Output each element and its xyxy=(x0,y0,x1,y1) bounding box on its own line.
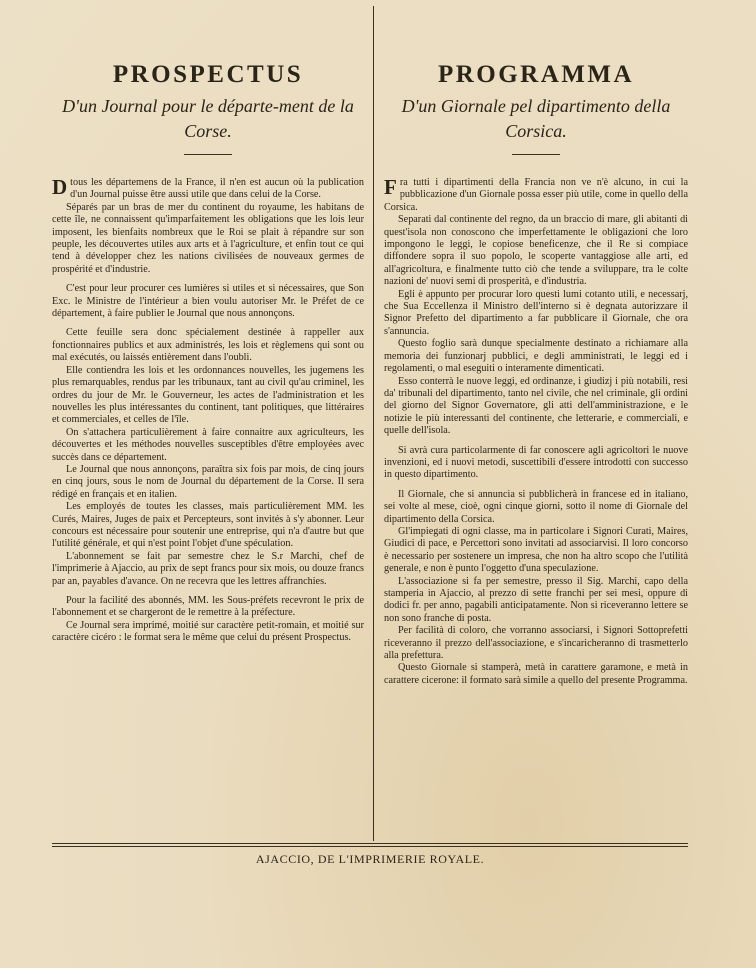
paragraph xyxy=(384,489,688,526)
paragraph xyxy=(52,595,364,620)
footer-rule xyxy=(52,846,688,847)
paragraph xyxy=(52,202,364,276)
paragraph-text: Per facilità di coloro, che vorranno associarsi, i Signori Sottoprefetti riceveranno il prezzo dell'associazione, e s'incaricheranno di trasmetterlo alla prefettura. xyxy=(384,625,688,662)
paragraph-text: Questo foglio sarà dunque specialmente destinato a richiamare alla memoria dei funzionarj pubblici, e degli amministrati, le leggi ed i regolamenti, o mal eseguiti o interamente dimenticati. xyxy=(384,338,688,375)
imprint-footer: AJACCIO, DE L'IMPRIMERIE ROYALE. xyxy=(255,852,485,866)
column-french xyxy=(52,58,364,645)
paragraph-text: Le Journal que nous annonçons, paraîtra six fois par mois, de cinq jours en cinq jours, sous le nom de Journal du département de la Corse. Il sera rédigé en français et en italien. xyxy=(52,463,364,500)
paragraph xyxy=(384,662,688,687)
paragraph-text: Pour la facilité des abonnés, MM. les Sous-préfets recevront le prix de l'abonnement et se chargeront de le remettre à la préfecture. xyxy=(52,595,364,619)
paragraph-text: Cette feuille sera donc spécialement destinée à rappeller aux fonctionnaires publics et aux administrés, les lois et règlemens qui sont ou mal exécutés, ou laissés entièrement dans l'oubli. xyxy=(52,327,364,364)
column-divider xyxy=(373,6,374,841)
drop-cap: F xyxy=(384,175,397,199)
title-rule xyxy=(512,154,560,155)
drop-cap: D xyxy=(52,175,68,199)
paragraph-text: Separati dal continente del regno, da un braccio di mare, gli abitanti di quest'isola non conoscono che imperfettamente le obligazioni che loro impongono le leggi, le copiose beneficenze, che il Re si compiace diffondere sopra il suo popolo, le scoperte vantaggiose alle arti, ed all'agricoltura, e finalmente tutto ciò che tende a sviluppare, tra le colte nazioni de' nuovi semi di prosperità, e d'industria. xyxy=(384,214,688,288)
paragraph xyxy=(52,551,364,588)
paragraph-text: Si avrà cura particolarmente di far conoscere agli agricoltori le nuove invenzioni, ed i nuovi metodi, suscettibili d'essere introdotti con successo in questo dipartimento. xyxy=(384,444,688,481)
paragraph-text: Esso conterrà le nuove leggi, ed ordinanze, i giudizj i più notabili, resi da' tribunali del dipartimento, tanto nel civile, che nel criminale, gli ordini del giorno del Signor Governatore, gli atti dell'amministrazione, e le notizie le più interessanti del continente, che letterarie, e commerciali, e quelle dell'isola. xyxy=(384,375,688,437)
paragraph-text: Il Giornale, che si annuncia si pubblicherà in francese ed in italiano, sei volte al mese, cioè, ogni cinque giorni, sotto il nome di Giornale del dipartimento della Corsica. xyxy=(384,488,688,525)
column-italian xyxy=(384,58,688,687)
paragraph-text: tous les départemens de la France, il n'en est aucun où la publication d'un Journal puisse être aussi utile que dans celui de la Corse. xyxy=(70,177,364,201)
paragraph-text: Elle contiendra les lois et les ordonnances nouvelles, les jugemens les plus remarquables, rendus par les tribunaux, tant au civil qu'au criminel, les ordres du jour de Mr. le Gouverneur, les actes de l'administration et les nouvelles les plus intéressantes du continent, tant politiques, que littéraires et commerciales, et celles de l'île. xyxy=(52,364,364,426)
paragraph xyxy=(52,501,364,551)
body-italian xyxy=(384,177,688,687)
paragraph xyxy=(384,376,688,438)
paragraph xyxy=(384,289,688,339)
paragraph xyxy=(52,327,364,364)
paragraph xyxy=(384,526,688,576)
paragraph xyxy=(384,445,688,482)
paragraph xyxy=(52,464,364,501)
title-rule xyxy=(184,154,232,155)
paragraph-text: Gl'impiegati di ogni classe, ma in particolare i Signori Curati, Maires, Giudici di pace, e Percettori sono invitati ad associarvisi. Il loro concorso è necessario per sostenere un impresa, che non ha altro scopo che l'utilità generale, e non è punto l'oggetto d'una speculazione. xyxy=(384,525,688,575)
paragraph-text: L'abonnement se fait par semestre chez le S.r Marchi, chef de l'imprimerie à Ajaccio, au prix de sept francs pour six mois, ou douze francs par an, payables d'avance. On ne recevra que les lettres affranchies. xyxy=(52,550,364,587)
paragraph xyxy=(384,214,688,288)
paragraph xyxy=(384,177,688,214)
body-french xyxy=(52,177,364,645)
paragraph xyxy=(384,625,688,662)
paragraph-text: Les employés de toutes les classes, mais particulièrement MM. les Curés, Maires, Juges de paix et Percepteurs, sont invités à s'y abonner. Leur concours est nécessaire pour soutenir une entreprise, qui n'a d'autre but que l'utilité générale, et qui n'est point l'objet d'une spéculation. xyxy=(52,501,364,550)
paragraph-text: Questo Giornale si stamperà, metà in carattere garamone, e metà in carattere cicerone: il formato sarà simile a quello del presente Programma. xyxy=(384,662,688,686)
paragraph xyxy=(52,283,364,320)
paragraph-text: L'associazione si fa per semestre, presso il Sig. Marchi, capo della stamperia in Ajaccio, al prezzo di sette franchi per sei mesi, oppure di dodici fr. per anno, pagabili anticipatamente. Non si riceveranno lettere se non sono franche di posta. xyxy=(384,575,688,624)
paragraph xyxy=(52,427,364,464)
paragraph xyxy=(52,177,364,202)
paragraph xyxy=(384,576,688,626)
paragraph-text: ra tutti i dipartimenti della Francia non ve n'è alcuno, in cui la pubblicazione d'un Giornale possa esser più utile, come in quello della Corsica. xyxy=(384,177,688,213)
subtitle-italian: D'un Giornale pel dipartimento della Corsica. xyxy=(401,96,671,141)
paragraph-text: On s'attachera particulièrement à faire connaitre aux agriculteurs, les découvertes et les méthodes nouvelles susceptibles d'être employées avec succès dans ce département. xyxy=(52,426,364,463)
footer-rule xyxy=(52,843,688,844)
paragraph-text: Ce Journal sera imprimé, moitié sur caractère petit-romain, et moitié sur caractère cicéro : le format sera le même que celui du présent Prospectus. xyxy=(52,619,364,644)
paragraph xyxy=(384,338,688,375)
title-french: PROSPECTUS xyxy=(112,61,304,88)
paragraph-text: Séparés par un bras de mer du continent du royaume, les habitans de cette île, ne connaissent qu'imparfaitement les obligations que les lois leur imposent, les bienfaits nombreux que le Roi se plait à répandre sur son peuple, les découvertes utiles aux arts et à l'agriculture, et enfin tout ce qui tend à développer chez les nations civilisées de nouveaux germes de prospérité et d'industrie. xyxy=(52,201,364,275)
paragraph-text: C'est pour leur procurer ces lumières si utiles et si nécessaires, que Son Exc. le Ministre de l'intérieur a bien voulu autoriser Mr. le Préfet de ce département, à faire publier le Journal que nous annonçons. xyxy=(52,283,364,320)
paragraph-text: Egli è appunto per procurar loro questi lumi cotanto utili, e necessarj, che Sua Eccellenza il Ministro dell'interno si è degnata autorizzare il Signor Prefetto del dipartimento a far pubblicare il Giornale, che ora s'annuncia. xyxy=(384,288,688,337)
paragraph xyxy=(52,620,364,645)
subtitle-french: D'un Journal pour le départe-ment de la Corse. xyxy=(62,96,354,141)
paragraph xyxy=(52,365,364,427)
title-italian: PROGRAMMA xyxy=(437,61,635,88)
